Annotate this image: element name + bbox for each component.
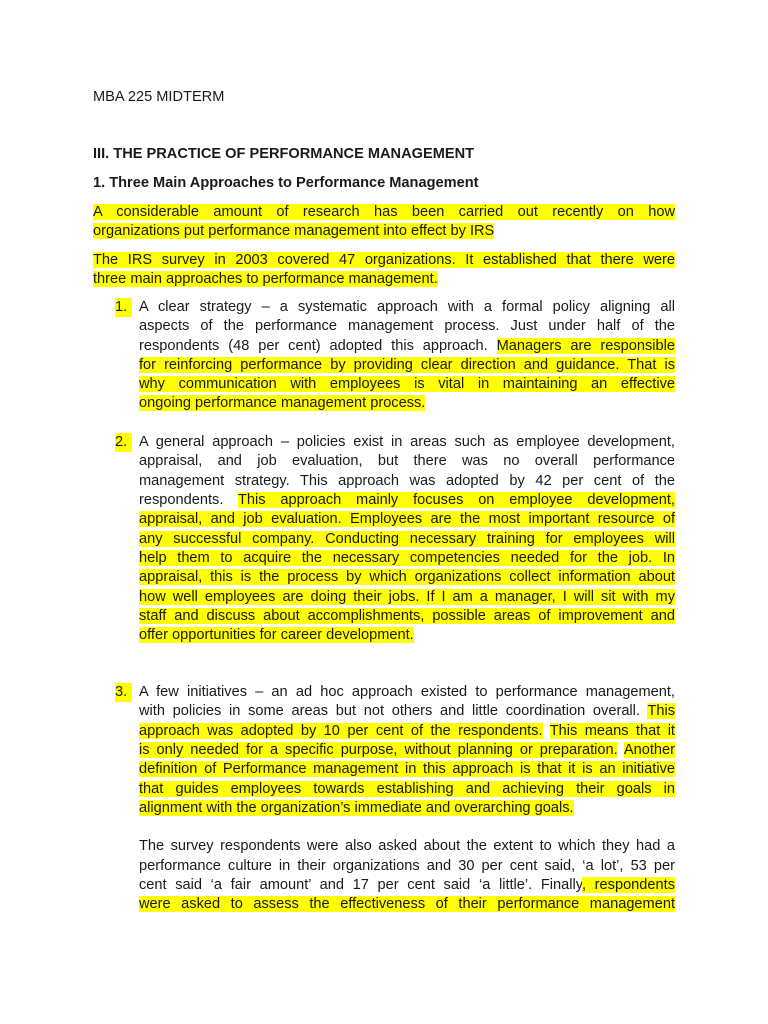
highlight: ongoing performance management process. (139, 395, 426, 411)
item3-line (139, 702, 675, 721)
item2-line (139, 568, 675, 587)
highlight: appraisal, and job evaluation. Employees are the most important resource of (139, 511, 675, 527)
item3-line (139, 722, 675, 741)
intro-p1-line (93, 203, 675, 222)
intro-p1-line (93, 222, 675, 241)
highlight: Another (623, 742, 676, 758)
item3-text: with policies in some areas but not others and little coordination overall. (139, 703, 640, 719)
highlight: This (647, 703, 676, 719)
item2-line (139, 607, 675, 626)
item1-line (139, 375, 675, 394)
item3-line: A few initiatives – an ad hoc approach existed to performance management, (139, 684, 675, 700)
subsection-title: 1. Three Main Approaches to Performance Management (93, 175, 479, 191)
list-number: 3. (115, 683, 132, 702)
item2-line: A general approach – policies exist in areas such as employee development, (139, 434, 675, 450)
item2-line (139, 510, 675, 529)
highlight: alignment with the organization’s immediate and overarching goals. (139, 800, 574, 816)
item2-line (139, 549, 675, 568)
item1-text: respondents (48 per cent) adopted this approach. (139, 338, 488, 354)
section-title: III. THE PRACTICE OF PERFORMANCE MANAGEMENT (93, 146, 475, 162)
highlight: any successful company. Conducting necessary training for employees will (139, 531, 675, 547)
highlight: is only needed for a specific purpose, without planning or preparation. (139, 742, 618, 758)
survey-line: The survey respondents were also asked about the extent to which they had a (139, 838, 675, 854)
item2-line: appraisal, and job evaluation, but there was no overall performance (139, 453, 675, 469)
item3-line (139, 741, 675, 760)
highlight: that guides employees towards establishing and achieving their goals in (139, 781, 675, 797)
survey-line: performance culture in their organizations and 30 per cent said, ‘a lot’, 53 per (139, 858, 675, 874)
item2-text: respondents. (139, 492, 224, 508)
list-number: 1. (115, 298, 132, 317)
highlight: Managers are responsible (496, 338, 676, 354)
survey-line (139, 895, 675, 914)
item2-line (139, 530, 675, 549)
highlight: , respondents (581, 877, 676, 893)
highlight: for reinforcing performance by providing clear direction and guidance. That is (139, 357, 675, 373)
survey-line (139, 876, 675, 895)
item1-line: A clear strategy – a systematic approach with a formal policy aligning all (139, 299, 675, 315)
highlight: This means that it (549, 723, 675, 739)
highlight: staff and discuss about accomplishments, possible areas of improvement and (139, 608, 675, 624)
item1-line: aspects of the performance management process. Just under half of the (139, 318, 675, 334)
item3-line (139, 799, 675, 818)
item2-line (139, 491, 675, 510)
highlight: definition of Performance management in this approach is that it is an initiative (139, 761, 675, 777)
item1-line (139, 337, 675, 356)
survey-text: cent said ‘a fair amount’ and 17 per cent said ‘a little’. Finally (139, 877, 582, 893)
highlight: offer opportunities for career development. (139, 627, 414, 643)
highlight: appraisal, this is the process by which organizations collect information about (139, 569, 675, 585)
item2-line (139, 588, 675, 607)
highlight: A considerable amount of research has been carried out recently on how (93, 204, 675, 220)
highlight: how well employees are doing their jobs. If I am a manager, I will sit with my (139, 589, 675, 605)
highlight: help them to acquire the necessary competencies needed for the job. In (139, 550, 675, 566)
highlight: This approach mainly focuses on employee development, (237, 492, 675, 508)
item3-line (139, 760, 675, 779)
item2-line: management strategy. This approach was adopted by 42 per cent of the (139, 473, 675, 489)
highlight: organizations put performance management into effect by IRS (93, 223, 495, 239)
intro-p2-line (93, 270, 675, 289)
highlight: approach was adopted by 10 per cent of the respondents. (139, 723, 543, 739)
highlight: why communication with employees is vital in maintaining an effective (139, 376, 675, 392)
highlight: three main approaches to performance management. (93, 271, 438, 287)
item1-line (139, 356, 675, 375)
item1-line (139, 394, 675, 413)
item3-line (139, 780, 675, 799)
course-header: MBA 225 MIDTERM (93, 89, 225, 105)
item2-line (139, 626, 675, 645)
highlight: were asked to assess the effectiveness of their performance management (139, 896, 675, 912)
intro-p2-line (93, 251, 675, 270)
highlight: The IRS survey in 2003 covered 47 organizations. It established that there were (93, 252, 675, 268)
list-number: 2. (115, 433, 132, 452)
